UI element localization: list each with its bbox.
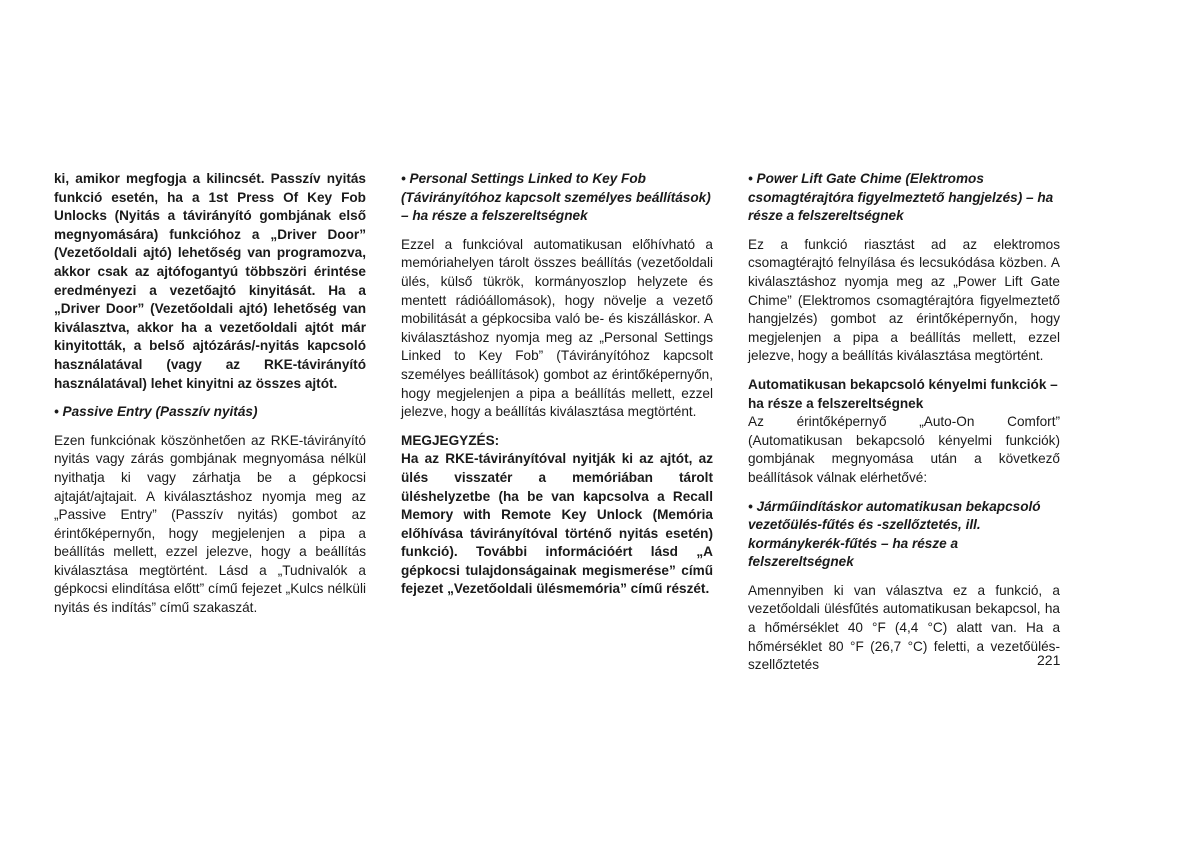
heated-seat-description: Amennyiben ki van választva ez a funkció, a vezetőoldali ülésfűtés automatikusan bekapcsol, ha a hőmérséklet 40 °F (4,4 °C) alatt van. Ha a hőmérséklet 80 °F (26,7 °C) feletti, a vezetőülés-szellőztetés xyxy=(748,582,1060,673)
note-body: Ha az RKE-távirányítóval nyitják ki az ajtót, az ülés visszatér a memóriában tárolt üléshelyzetbe (ha be van kapcsolva a Recall Memory with Remote Key Unlock (Memória előhívása távirányítóval történő nyitás esetén) funkció). További információért lásd „A gépkocsi tulajdonságainak megismerése” című fejezet „Vezetőoldali ülésmemória” című részét. xyxy=(401,451,713,597)
heated-seat-bullet-heading: • Járműindításkor automatikusan bekapcsoló vezetőülés-fűtés és -szellőztetés, ill. kormánykerék-fűtés – ha része a felszereltségnek xyxy=(748,498,1041,570)
passive-entry-description: Ezen funkciónak köszönhetően az RKE-távirányító nyitás vagy zárás gombjának megnyomása nélkül nyithatja ki vagy zárhatja be a gépkocsi ajtaját/ajtajait. A kiválasztáshoz nyomja meg az „Passive Entry” (Passzív nyitás) gombot az érintőképernyőn, hogy megjelenjen a pipa a beállítás mellett, ezzel jelezve, hogy a beállítás kiválasztása megtörtént. Lásd a „Tudnivalók a gépkocsi elindítása előtt” című fejezet „Kulcs nélküli nyitás és indítás” című szakaszát. xyxy=(54,432,366,616)
auto-on-comfort-heading: Automatikusan bekapcsoló kényelmi funkciók – ha része a felszereltségnek xyxy=(748,376,1058,411)
column-left xyxy=(54,170,366,628)
column-middle xyxy=(401,170,713,609)
auto-on-comfort-description: Az érintőképernyő „Auto-On Comfort” (Automatikusan bekapcsoló kényelmi funkciók) gombjának megnyomása után a következő beállítások válnak elérhetővé: xyxy=(748,414,1060,485)
personal-settings-bullet-heading: • Personal Settings Linked to Key Fob (Távirányítóhoz kapcsolt személyes beállítások) – ha része a felszereltségnek xyxy=(401,171,711,224)
column-right xyxy=(748,170,1060,685)
passive-entry-intro-text: ki, amikor megfogja a kilincsét. Passzív nyitás funkció esetén, ha a 1st Press Of Key Fob Unlocks (Nyitás a távirányító gombjának első megnyomására) funkcióhoz a „Driver Door” (Vezetőoldali ajtó) lehetőség van programozva, akkor csak az ajtófogantyú többszöri érintése eredményezi a vezetőajtó kinyitását. Ha a „Driver Door” (Vezetőoldali ajtó) lehetőség van kiválasztva, akkor ha a vezetőoldali ajtót már kinyitották, a belső ajtózárás/-nyitás kapcsoló használatával (vagy az RKE-távirányító használatával) lehet kinyitni az összes ajtót. xyxy=(54,171,366,391)
lift-gate-chime-description: Ez a funkció riasztást ad az elektromos csomagtérajtó felnyílása és lecsukódása közben. A kiválasztáshoz nyomja meg az „Power Lift Gate Chime” (Elektromos csomagtérajtóra figyelmeztető hangjelzés) gombot az érintőképernyőn, hogy megjelenjen a pipa a beállítás mellett, ezzel jelezve, hogy a beállítás kiválasztása megtörtént. xyxy=(748,236,1060,364)
note-title: MEGJEGYZÉS: xyxy=(401,432,500,448)
page-number: 221 xyxy=(1037,652,1061,668)
passive-entry-bullet-heading: • Passive Entry (Passzív nyitás) xyxy=(54,404,258,420)
lift-gate-chime-bullet-heading: • Power Lift Gate Chime (Elektromos csomagtérajtóra figyelmeztető hangjelzés) – ha része a felszereltségnek xyxy=(748,171,1054,224)
personal-settings-description: Ezzel a funkcióval automatikusan előhívható a memóriahelyen tárolt összes beállítás (vezetőoldali ülés, külső tükrök, kormányoszlop helyzete és mentett rádióállomások), hogy növelje a vezető mobilitását a gépkocsiba való be- és kiszálláskor. A kiválasztáshoz nyomja meg az „Personal Settings Linked to Key Fob” (Távirányítóhoz kapcsolt személyes beállítások) gombot az érintőképernyőn, hogy megjelenjen a pipa a beállítás mellett, ezzel jelezve, hogy a beállítás kiválasztása megtörtént. xyxy=(401,236,713,420)
